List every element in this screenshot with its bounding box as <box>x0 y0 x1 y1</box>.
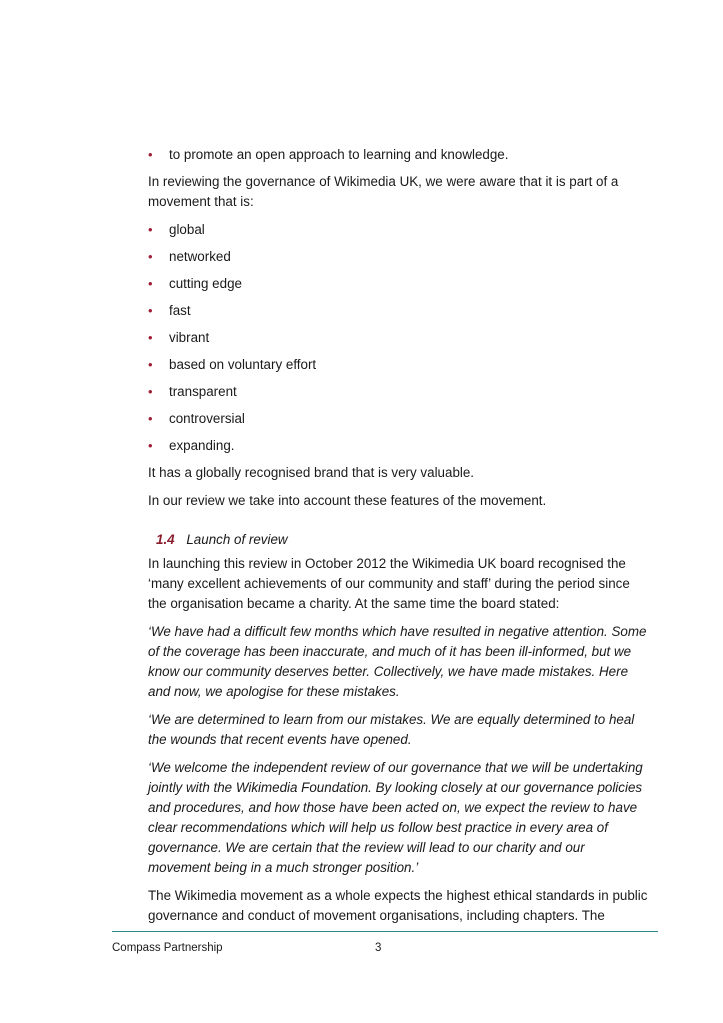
launch-paragraph: In launching this review in October 2012 the Wikimedia UK board recognised the ‘many excellent achievements of our community and staff’ during the period since the organisation became a charity. At the same time the board stated: <box>148 556 630 611</box>
list-item <box>148 220 648 240</box>
review-paragraph: In our review we take into account these features of the movement. <box>148 493 547 508</box>
footer-organisation: Compass Partnership <box>112 942 223 954</box>
section-heading <box>156 530 648 550</box>
movement-features-list <box>148 220 648 456</box>
list-item-text: expanding. <box>169 438 235 453</box>
bullet-icon: • <box>148 411 153 426</box>
brand-paragraph: It has a globally recognised brand that is very valuable. <box>148 465 475 480</box>
page-number: 3 <box>375 942 382 954</box>
list-item <box>148 355 648 375</box>
bullet-icon: • <box>148 303 153 318</box>
list-item-text: vibrant <box>169 330 210 345</box>
bullet-icon: • <box>148 357 153 372</box>
list-item <box>148 274 648 294</box>
list-item-text: fast <box>169 303 191 318</box>
bullet-icon: • <box>148 438 153 453</box>
list-item-text: networked <box>169 249 231 264</box>
board-quote-3: ‘We welcome the independent review of our governance that we will be undertaking jointly with the Wikimedia Foundation. By looking closely at our governance policies and procedures, and how those have been acted on, we expect the review to have clear recommendations which will help us follow best practice in every area of governance. We are certain that the review will lead to our charity and our movement being in a much stronger position.’ <box>148 760 643 875</box>
list-item-text: based on voluntary effort <box>169 357 317 372</box>
section-number: 1.4 <box>156 532 175 547</box>
bullet-icon: • <box>148 147 153 162</box>
board-quote-1: ‘We have had a difficult few months which have resulted in negative attention. Some of the coverage has been inaccurate, and much of it has been ill-informed, but we know our community deserves better. Collectively, we have made mistakes. Here and now, we apologise for these mistakes. <box>148 624 647 699</box>
list-item <box>148 247 648 267</box>
bullet-icon: • <box>148 384 153 399</box>
list-item-text: transparent <box>169 384 237 399</box>
bullet-icon: • <box>148 249 153 264</box>
list-item-text: global <box>169 222 205 237</box>
page-body <box>148 145 648 934</box>
board-quote-2: ‘We are determined to learn from our mistakes. We are equally determined to heal the wounds that recent events have opened. <box>148 712 635 747</box>
list-item <box>148 301 648 321</box>
intro-paragraph: In reviewing the governance of Wikimedia UK, we were aware that it is part of a movement that is: <box>148 174 619 209</box>
list-item-text: to promote an open approach to learning and knowledge. <box>169 147 509 162</box>
bullet-icon: • <box>148 276 153 291</box>
top-bullet-list <box>148 145 648 165</box>
bullet-icon: • <box>148 330 153 345</box>
list-item <box>148 409 648 429</box>
list-item-text: cutting edge <box>169 276 242 291</box>
closing-paragraph: The Wikimedia movement as a whole expects the highest ethical standards in public governance and conduct of movement organisations, including chapters. The <box>148 888 648 923</box>
bullet-icon: • <box>148 222 153 237</box>
list-item <box>148 436 648 456</box>
footer-rule <box>112 931 658 932</box>
section-title: Launch of review <box>186 532 288 547</box>
list-item <box>148 145 648 165</box>
list-item-text: controversial <box>169 411 245 426</box>
list-item <box>148 382 648 402</box>
list-item <box>148 328 648 348</box>
